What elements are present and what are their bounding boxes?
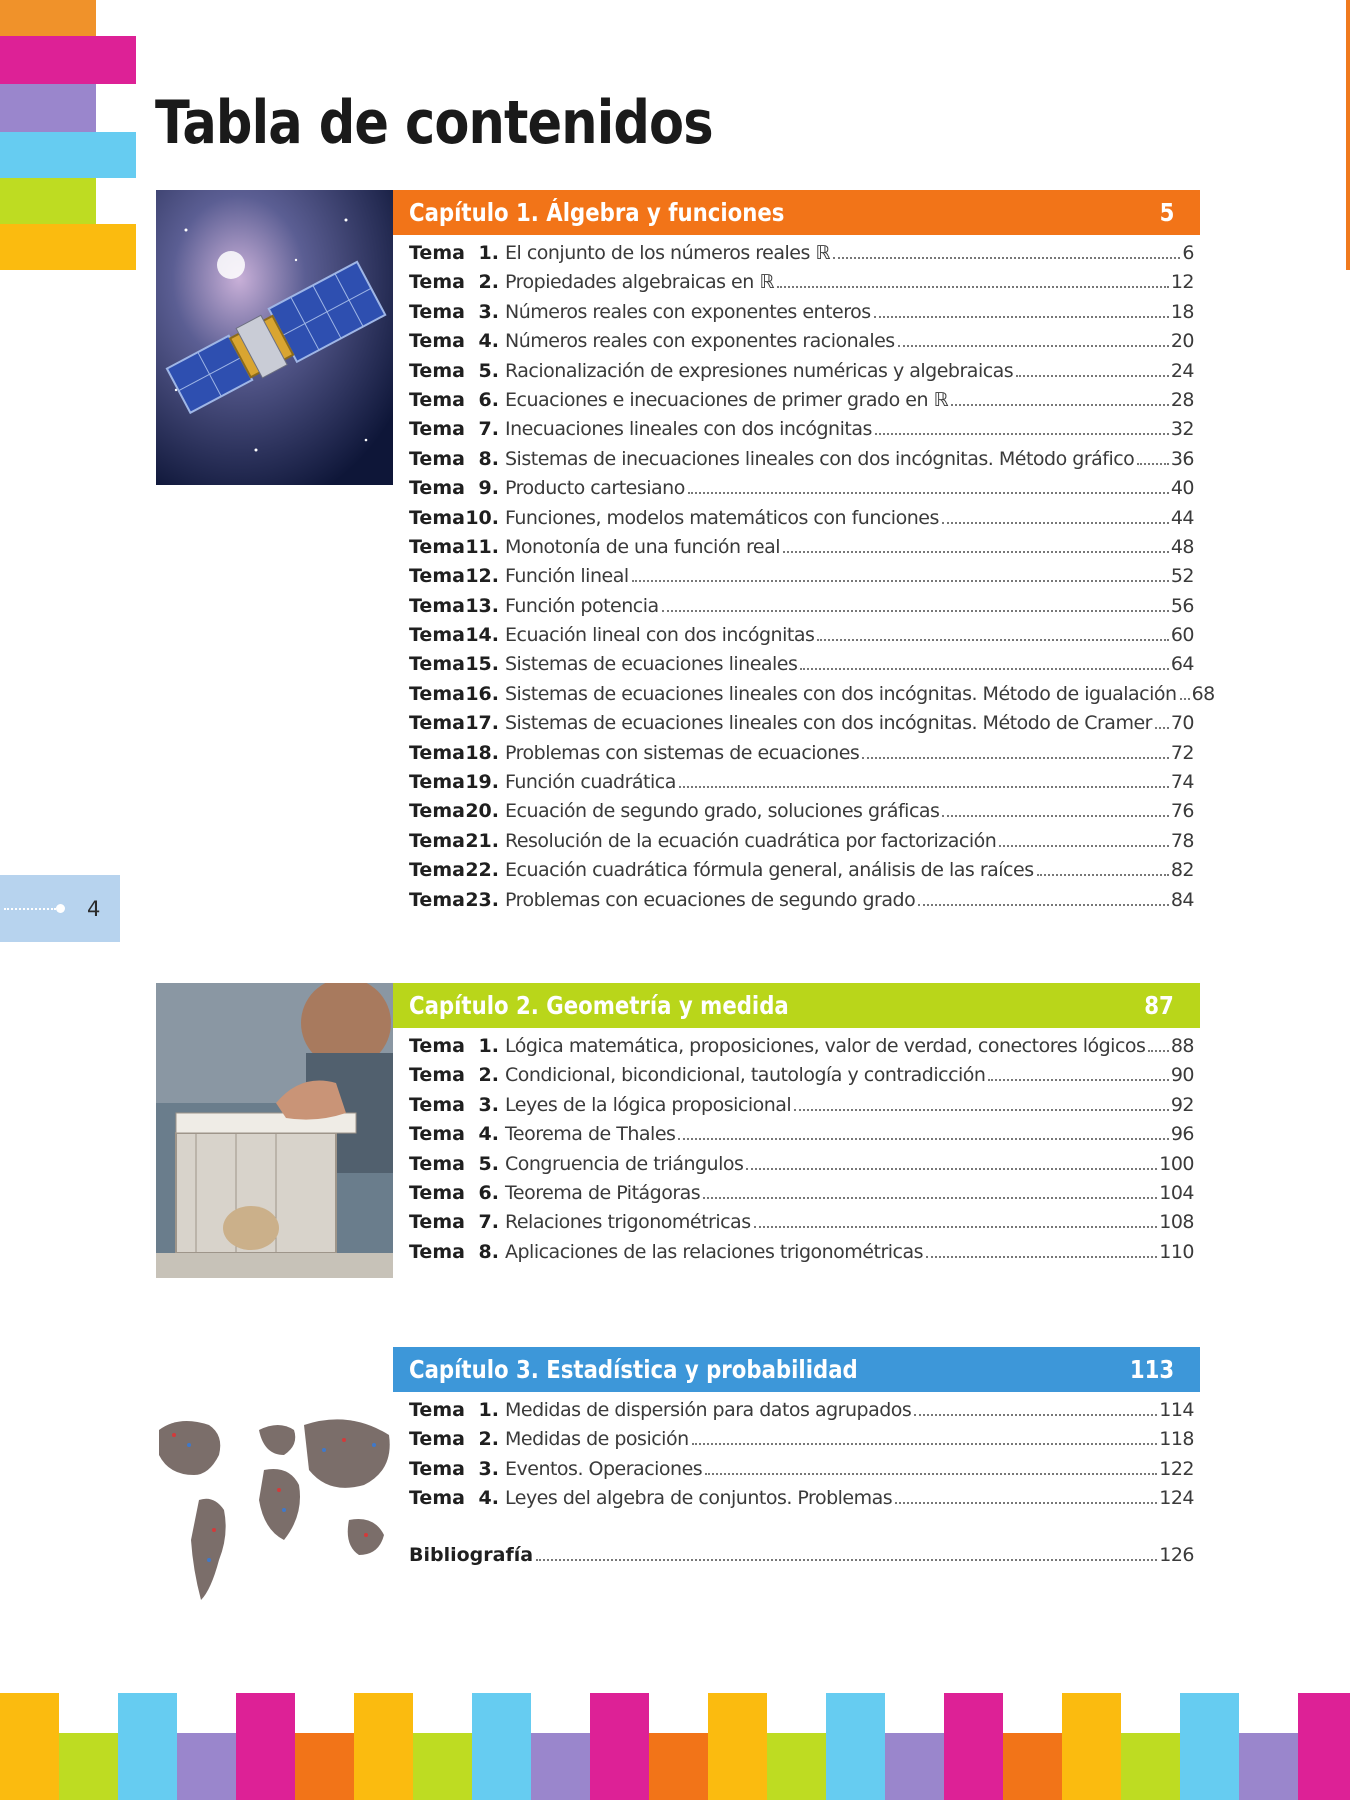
leader-dots: [800, 668, 1168, 670]
topic-title: Monotonía de una función real: [505, 535, 781, 558]
topic-title: Ecuaciones e inecuaciones de primer grado en ℝ: [505, 388, 949, 411]
leader-dots: [898, 345, 1169, 347]
leader-dots: [1180, 698, 1190, 700]
bibliography-label: Bibliografía: [409, 1543, 534, 1566]
topic-number: 6.: [478, 1181, 499, 1204]
toc-row[interactable]: [409, 565, 1194, 594]
color-tab-orange: [0, 0, 96, 36]
leader-dots: [692, 1443, 1158, 1445]
topic-number: 3.: [478, 300, 499, 323]
strip-bar: [1180, 1693, 1239, 1800]
leader-dots: [705, 1473, 1157, 1475]
topic-page: 36: [1170, 447, 1194, 470]
color-tab-purple: [0, 84, 96, 132]
topic-title: Función potencia: [505, 594, 659, 617]
topic-title: Condicional, bicondicional, tautología y contradicción: [505, 1064, 986, 1087]
topic-label: Tema: [409, 565, 465, 588]
topic-label: Tema: [409, 330, 465, 353]
topic-title: Problemas con ecuaciones de segundo grado: [505, 888, 916, 911]
toc-row[interactable]: [409, 1123, 1194, 1152]
topic-page: 68: [1191, 682, 1215, 705]
toc-row[interactable]: [409, 507, 1194, 536]
strip-bar: [0, 1693, 59, 1800]
topic-title: Resolución de la ecuación cuadrática por factorización: [505, 829, 997, 852]
leader-dots: [794, 1109, 1169, 1111]
leader-dots: [875, 433, 1169, 435]
topic-label: Tema: [409, 447, 465, 470]
strip-bar: [177, 1733, 236, 1800]
leader-dots: [679, 786, 1169, 788]
topic-page: 100: [1159, 1152, 1194, 1175]
strip-bar: [1062, 1693, 1121, 1800]
toc-row[interactable]: [409, 742, 1194, 771]
topic-label: Tema: [409, 712, 465, 735]
leader-dots: [926, 1256, 1157, 1258]
toc-row[interactable]: [409, 330, 1194, 359]
topic-title: Teorema de Pitágoras: [505, 1181, 701, 1204]
chapter-header[interactable]: [393, 190, 1200, 235]
leader-dots: [536, 1559, 1157, 1561]
topic-title: El conjunto de los números reales ℝ: [505, 242, 830, 264]
strip-bar: [118, 1693, 177, 1800]
topic-page: 76: [1170, 800, 1194, 823]
topic-title: Medidas de posición: [505, 1428, 689, 1451]
leader-dots: [1155, 727, 1169, 729]
strip-bar: [944, 1693, 1003, 1800]
chapter-header[interactable]: [393, 983, 1200, 1028]
topic-page: 60: [1170, 624, 1194, 647]
topic-page: 118: [1159, 1428, 1194, 1451]
topic-number: 1.: [478, 242, 499, 264]
toc-row[interactable]: [409, 1182, 1194, 1211]
topic-title: Números reales con exponentes enteros: [505, 300, 871, 323]
leader-dots: [914, 1414, 1157, 1416]
toc-row[interactable]: [409, 771, 1194, 800]
topic-page: 20: [1170, 330, 1194, 353]
toc-row[interactable]: [409, 800, 1194, 829]
topic-label: Tema: [409, 888, 465, 911]
topic-list: [409, 242, 1215, 918]
leader-dots: [951, 404, 1169, 406]
topic-title: Sistemas de ecuaciones lineales con dos incógnitas. Método de Cramer: [505, 712, 1152, 735]
toc-row[interactable]: [409, 418, 1194, 447]
topic-title: Sistemas de inecuaciones lineales con dos incógnitas. Método gráfico: [505, 447, 1135, 470]
architecture-model-illustration: [156, 983, 393, 1278]
topic-label: Tema: [409, 1211, 465, 1234]
strip-bar: [767, 1733, 826, 1800]
topic-number: 1.: [478, 1399, 499, 1421]
toc-row[interactable]: [409, 477, 1194, 506]
topic-page: 12: [1170, 271, 1194, 294]
topic-number: 12.: [465, 565, 499, 588]
leader-dots: [942, 522, 1169, 524]
topic-page: 6: [1182, 242, 1194, 264]
topic-title: Sistemas de ecuaciones lineales con dos incógnitas. Método de igualación: [505, 682, 1177, 705]
topic-number: 4.: [478, 330, 499, 353]
topic-number: 3.: [478, 1093, 499, 1116]
topic-title: Inecuaciones lineales con dos incógnitas: [505, 418, 872, 441]
page-title: Tabla de contenidos: [155, 88, 713, 158]
chapter-3: [393, 1347, 1200, 1573]
topic-number: 15.: [465, 653, 499, 676]
topic-label: Tema: [409, 359, 465, 382]
chapter-title: Capítulo 3. Estadística y probabilidad: [409, 1355, 858, 1384]
topic-number: 17.: [465, 712, 499, 735]
toc-row[interactable]: [409, 712, 1194, 741]
toc-row[interactable]: [409, 1458, 1194, 1487]
topic-number: 2.: [478, 1428, 499, 1451]
chapter-page: 87: [1144, 991, 1174, 1020]
topic-number: 3.: [478, 1457, 499, 1480]
leader-dots: [988, 1079, 1168, 1081]
strip-bar: [649, 1733, 708, 1800]
topic-number: 1.: [478, 1035, 499, 1057]
topic-title: Producto cartesiano: [505, 477, 685, 500]
color-tab-yellow: [0, 224, 136, 270]
right-edge-rule: [1346, 0, 1350, 270]
leader-dots: [777, 286, 1169, 288]
chapter-page: 113: [1129, 1355, 1174, 1384]
topic-label: Tema: [409, 1035, 465, 1057]
leader-dots: [783, 551, 1169, 553]
topic-title: Ecuación de segundo grado, soluciones gráficas: [505, 800, 940, 823]
topic-page: 70: [1170, 712, 1194, 735]
topic-number: 2.: [478, 1064, 499, 1087]
toc-row[interactable]: [409, 1035, 1194, 1064]
toc-row[interactable]: [409, 1241, 1194, 1270]
topic-title: Aplicaciones de las relaciones trigonométricas: [505, 1240, 924, 1263]
topic-page: 88: [1170, 1035, 1194, 1057]
chapter-title: Capítulo 1. Álgebra y funciones: [409, 198, 785, 227]
toc-row[interactable]: [409, 360, 1194, 389]
topic-page: 44: [1170, 506, 1194, 529]
topic-label: Tema: [409, 535, 465, 558]
leader-dots: [1037, 874, 1169, 876]
color-tab-sky: [0, 132, 136, 178]
leader-dots: [895, 1502, 1157, 1504]
strip-bar: [413, 1733, 472, 1800]
topic-number: 10.: [465, 506, 499, 529]
topic-label: Tema: [409, 242, 465, 264]
topic-number: 8.: [478, 1240, 499, 1263]
topic-page: 48: [1170, 535, 1194, 558]
toc-row[interactable]: [409, 595, 1194, 624]
topic-label: Tema: [409, 506, 465, 529]
strip-bar: [1298, 1693, 1350, 1800]
page-number: 4: [87, 896, 101, 921]
topic-page: 64: [1170, 653, 1194, 676]
topic-label: Tema: [409, 477, 465, 500]
marker-dot: [56, 904, 65, 913]
toc-row[interactable]: [409, 1428, 1194, 1457]
leader-dots: [703, 1197, 1157, 1199]
leader-dots: [1137, 463, 1169, 465]
topic-page: 96: [1170, 1123, 1194, 1146]
topic-number: 14.: [465, 624, 499, 647]
topic-page: 122: [1159, 1457, 1194, 1480]
strip-bar: [236, 1693, 295, 1800]
topic-page: 32: [1170, 418, 1194, 441]
topic-title: Leyes de la lógica proposicional: [505, 1093, 792, 1116]
topic-title: Ecuación lineal con dos incógnitas: [505, 624, 815, 647]
topic-title: Sistemas de ecuaciones lineales: [505, 653, 798, 676]
topic-number: 6.: [478, 388, 499, 411]
topic-page: 24: [1170, 359, 1194, 382]
topic-page: 28: [1170, 388, 1194, 411]
topic-label: Tema: [409, 594, 465, 617]
leader-dots: [746, 1168, 1157, 1170]
leader-dots: [632, 580, 1169, 582]
topic-title: Ecuación cuadrática fórmula general, análisis de las raíces: [505, 859, 1034, 882]
topic-label: Tema: [409, 1487, 465, 1510]
topic-label: Tema: [409, 1457, 465, 1480]
topic-label: Tema: [409, 1093, 465, 1116]
topic-label: Tema: [409, 829, 465, 852]
topic-number: 21.: [465, 829, 499, 852]
topic-number: 8.: [478, 447, 499, 470]
topic-page: 92: [1170, 1093, 1194, 1116]
topic-label: Tema: [409, 624, 465, 647]
topic-label: Tema: [409, 1064, 465, 1087]
leader-dots: [874, 316, 1169, 318]
topic-page: 52: [1170, 565, 1194, 588]
topic-title: Función cuadrática: [505, 771, 676, 794]
strip-bar: [1121, 1733, 1180, 1800]
topic-page: 18: [1170, 300, 1194, 323]
leader-dots: [754, 1226, 1158, 1228]
topic-label: Tema: [409, 653, 465, 676]
topic-page: 90: [1170, 1064, 1194, 1087]
toc-row[interactable]: [409, 1211, 1194, 1240]
topic-page: 114: [1159, 1399, 1194, 1421]
topic-label: Tema: [409, 771, 465, 794]
toc-row[interactable]: [409, 624, 1194, 653]
strip-bar: [531, 1733, 590, 1800]
topic-title: Congruencia de triángulos: [505, 1152, 744, 1175]
leader-dots: [688, 492, 1169, 494]
toc-row[interactable]: [409, 448, 1194, 477]
topic-page: 40: [1170, 477, 1194, 500]
toc-row[interactable]: [409, 1094, 1194, 1123]
topic-title: Medidas de dispersión para datos agrupados: [505, 1399, 912, 1421]
leader-dots: [1148, 1050, 1168, 1052]
topic-page: 108: [1159, 1211, 1194, 1234]
topic-title: Función lineal: [505, 565, 629, 588]
topic-title: Racionalización de expresiones numéricas y algebraicas: [505, 359, 1014, 382]
strip-bar: [472, 1693, 531, 1800]
toc-row[interactable]: [409, 830, 1194, 859]
leader-dots: [862, 757, 1169, 759]
topic-number: 19.: [465, 771, 499, 794]
topic-number: 20.: [465, 800, 499, 823]
topic-list: [409, 1035, 1194, 1270]
topic-label: Tema: [409, 418, 465, 441]
topic-number: 2.: [478, 271, 499, 294]
topic-label: Tema: [409, 1428, 465, 1451]
topic-label: Tema: [409, 1181, 465, 1204]
chapter-title: Capítulo 2. Geometría y medida: [409, 991, 789, 1020]
color-tab-magenta: [0, 36, 136, 84]
topic-title: Propiedades algebraicas en ℝ: [505, 271, 774, 294]
leader-dots: [1016, 375, 1169, 377]
strip-bar: [1003, 1733, 1062, 1800]
strip-bar: [1239, 1733, 1298, 1800]
toc-row[interactable]: [409, 653, 1194, 682]
topic-label: Tema: [409, 1123, 465, 1146]
topic-title: Leyes del algebra de conjuntos. Problemas: [505, 1487, 893, 1510]
topic-title: Funciones, modelos matemáticos con funciones: [505, 506, 939, 529]
strip-bar: [708, 1693, 767, 1800]
toc-row[interactable]: [409, 1487, 1194, 1516]
chapter-header[interactable]: [393, 1347, 1200, 1392]
topic-number: 4.: [478, 1487, 499, 1510]
topic-title: Números reales con exponentes racionales: [505, 330, 895, 353]
topic-page: 78: [1170, 829, 1194, 852]
strip-bar: [885, 1733, 944, 1800]
bibliography-row-wrap: [409, 1544, 1194, 1573]
topic-page: 110: [1159, 1240, 1194, 1263]
topic-label: Tema: [409, 1152, 465, 1175]
topic-label: Tema: [409, 300, 465, 323]
topic-label: Tema: [409, 741, 465, 764]
topic-page: 104: [1159, 1181, 1194, 1204]
strip-bar: [590, 1693, 649, 1800]
topic-label: Tema: [409, 271, 465, 294]
topic-label: Tema: [409, 388, 465, 411]
topic-title: Eventos. Operaciones: [505, 1457, 703, 1480]
topic-number: 9.: [478, 477, 499, 500]
topic-number: 18.: [465, 741, 499, 764]
leader-dots: [999, 845, 1169, 847]
toc-row[interactable]: [409, 389, 1194, 418]
toc-row[interactable]: [409, 536, 1194, 565]
toc-row[interactable]: [409, 1064, 1194, 1093]
toc-row[interactable]: [409, 889, 1194, 918]
strip-bar: [59, 1733, 118, 1800]
leader-dots: [817, 639, 1168, 641]
topic-page: 82: [1170, 859, 1194, 882]
topic-number: 7.: [478, 1211, 499, 1234]
leader-dots: [678, 1138, 1168, 1140]
toc-row[interactable]: [409, 242, 1194, 271]
chapter-1: [393, 190, 1215, 918]
topic-title: Problemas con sistemas de ecuaciones: [505, 741, 860, 764]
topic-label: Tema: [409, 1240, 465, 1263]
strip-bar: [295, 1733, 354, 1800]
topic-label: Tema: [409, 859, 465, 882]
strip-bar: [354, 1693, 413, 1800]
chapter-page: 5: [1159, 198, 1174, 227]
chapter-2: [393, 983, 1200, 1270]
toc-row[interactable]: [409, 682, 1215, 712]
color-tab-lime: [0, 178, 96, 224]
topic-page: 124: [1159, 1487, 1194, 1510]
leader-dots: [918, 904, 1169, 906]
bibliography-row[interactable]: [409, 1544, 1194, 1573]
topic-number: 13.: [465, 594, 499, 617]
topic-label: Tema: [409, 1399, 465, 1421]
topic-number: 23.: [465, 888, 499, 911]
topic-page: 72: [1170, 741, 1194, 764]
topic-title: Relaciones trigonométricas: [505, 1211, 751, 1234]
world-map-people-illustration: [154, 1410, 394, 1610]
bibliography-page: 126: [1159, 1543, 1194, 1566]
topic-number: 5.: [478, 359, 499, 382]
topic-number: 4.: [478, 1123, 499, 1146]
topic-number: 16.: [465, 682, 499, 705]
topic-number: 22.: [465, 859, 499, 882]
toc-row[interactable]: [409, 1399, 1194, 1428]
topic-page: 56: [1170, 594, 1194, 617]
page-number-marker: [0, 875, 120, 942]
bottom-color-strip: [0, 1693, 1350, 1800]
strip-bar: [826, 1693, 885, 1800]
topic-number: 11.: [465, 535, 499, 558]
leader-dots: [833, 257, 1180, 259]
toc-row[interactable]: [409, 859, 1194, 888]
topic-number: 5.: [478, 1152, 499, 1175]
leader-dots: [662, 610, 1169, 612]
toc-row[interactable]: [409, 301, 1194, 330]
marker-dotted-line: [4, 908, 56, 910]
topic-title: Lógica matemática, proposiciones, valor de verdad, conectores lógicos: [505, 1035, 1146, 1057]
topic-page: 74: [1170, 771, 1194, 794]
leader-dots: [942, 815, 1168, 817]
topic-title: Teorema de Thales: [505, 1123, 676, 1146]
topic-page: 84: [1170, 888, 1194, 911]
topic-number: 7.: [478, 418, 499, 441]
topic-list: [409, 1399, 1194, 1517]
topic-label: Tema: [409, 682, 465, 705]
satellite-illustration: [156, 190, 393, 485]
topic-label: Tema: [409, 800, 465, 823]
toc-row[interactable]: [409, 1153, 1194, 1182]
toc-row[interactable]: [409, 271, 1194, 300]
